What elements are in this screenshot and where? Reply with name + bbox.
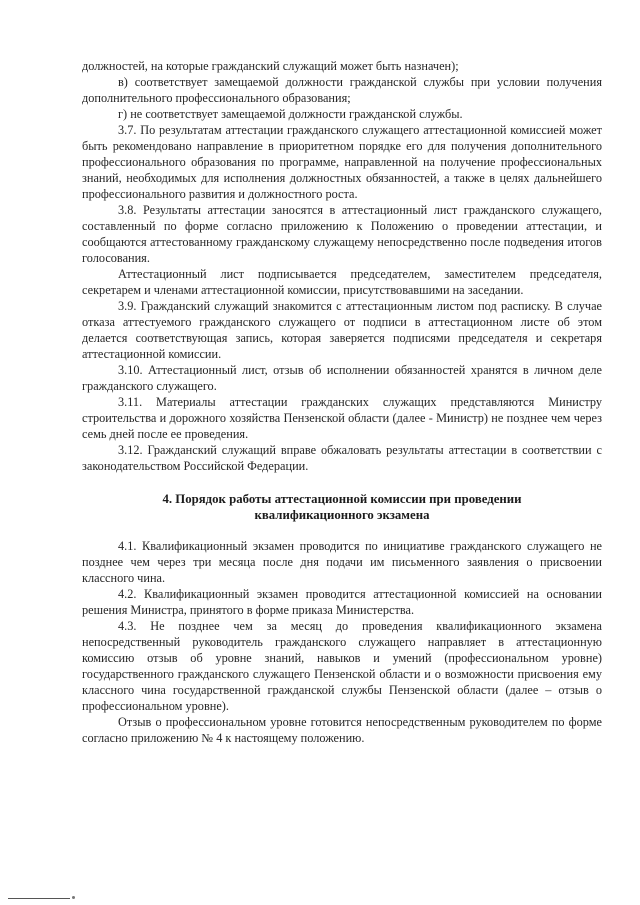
paragraph-review: Отзыв о профессиональном уровне готовится непосредственным руководителем по форме согласно приложению № 4 к настоящему положению. (82, 715, 602, 745)
list-item-g: г) не соответствует замещаемой должности гражданской службы. (118, 107, 463, 121)
paragraph-3-12: 3.12. Гражданский служащий вправе обжаловать результаты аттестации в соответствии с законодательством Российской Федерации. (82, 443, 602, 473)
paragraph-3-11: 3.11. Материалы аттестации гражданских служащих представляются Министру строительства и дорожного хозяйства Пензенской области (далее - Министр) не позднее чем через семь дней после ее проведения. (82, 395, 602, 441)
footer-scan-mark (72, 896, 75, 899)
section-heading (82, 491, 602, 523)
paragraph-signing: Аттестационный лист подписывается председателем, заместителем председателя, секретарем и членами аттестационной комиссии, присутствовавшими на заседании. (82, 267, 602, 297)
list-item-v: в) соответствует замещаемой должности гражданской службы при условии получения дополнительного профессионального образования; (82, 75, 602, 105)
paragraph-3-7: 3.7. По результатам аттестации гражданского служащего аттестационной комиссией может быть рекомендовано направление в приоритетном порядке его для получения дополнительного профессионального образования по программе, направленной на получение профессиональных знаний, необходимых для исполнения должностных обязанностей, а также в целях дальнейшего профессионального развития и должностного роста. (82, 123, 602, 201)
paragraph-4-1: 4.1. Квалификационный экзамен проводится по инициативе гражданского служащего не позднее чем через три месяца после дня подачи им письменного заявления о присвоении классного чина. (82, 539, 602, 585)
paragraph-continuation: должностей, на которые гражданский служащий может быть назначен); (82, 59, 459, 73)
paragraph-3-10: 3.10. Аттестационный лист, отзыв об исполнении обязанностей хранятся в личном деле гражданского служащего. (82, 363, 602, 393)
paragraph-4-3: 4.3. Не позднее чем за месяц до проведения квалификационного экзамена непосредственный руководитель гражданского служащего направляет в аттестационную комиссию отзыв об уровне знаний, навыков и умений (профессиональном уровне) государственного гражданского служащего Пензенской области и о возможности присвоения ему классного чина государственной гражданской службы Пензенской области (далее – отзыв о профессиональном уровне). (82, 619, 602, 713)
section-heading-line-2: квалификационного экзамена (254, 508, 430, 522)
paragraph-3-9: 3.9. Гражданский служащий знакомится с аттестационным листом под расписку. В случае отказа аттестуемого гражданского служащего от подписи в аттестационном листе об этом делается соответствующая запись, которая заверяется подписями председателя и секретаря аттестационной комиссии. (82, 299, 602, 361)
paragraph-3-8: 3.8. Результаты аттестации заносятся в аттестационный лист гражданского служащего, составленный по форме согласно приложению к Положению о проведении аттестации, и сообщаются аттестованному гражданскому служащему непосредственно после подведения итогов голосования. (82, 203, 602, 265)
footer-scan-line (8, 898, 70, 899)
section-heading-line-1: 4. Порядок работы аттестационной комиссии при проведении (162, 492, 522, 506)
document-page (82, 58, 602, 746)
paragraph-4-2: 4.2. Квалификационный экзамен проводится аттестационной комиссией на основании решения Министра, принятого в форме приказа Министерства. (82, 587, 602, 617)
